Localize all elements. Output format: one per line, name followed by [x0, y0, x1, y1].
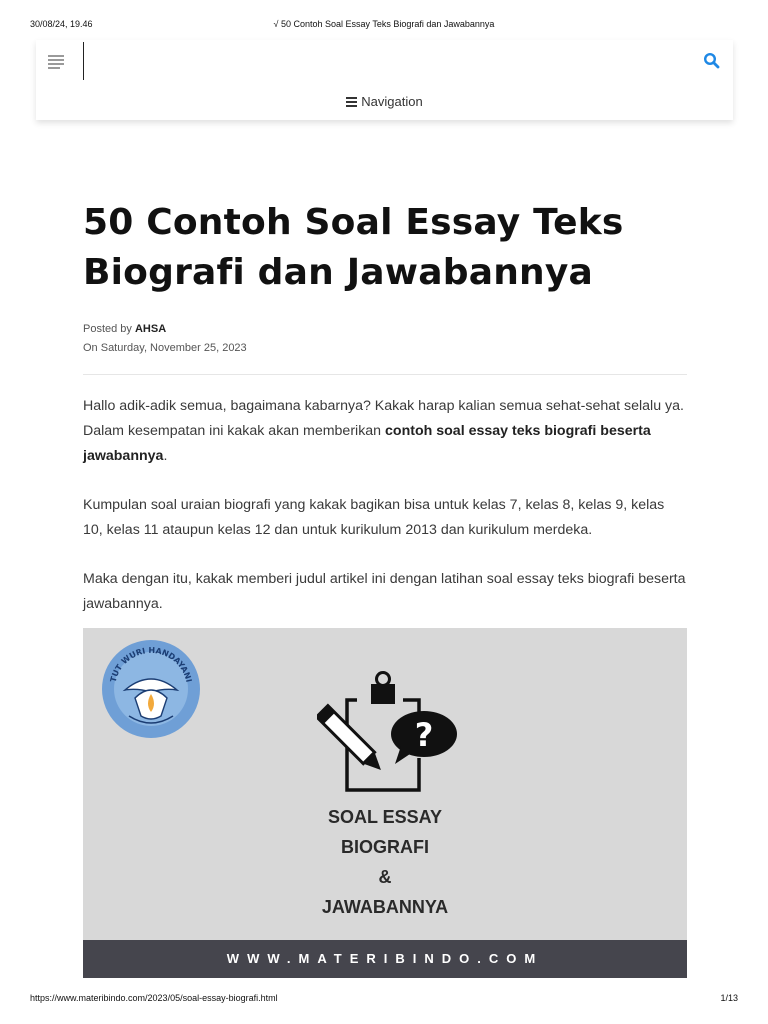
header-divider	[83, 42, 84, 80]
print-page-title: √ 50 Contoh Soal Essay Teks Biografi dan Jawabannya	[273, 19, 495, 29]
intro-bold-text: contoh soal essay teks biografi beserta jawabannya	[83, 423, 651, 464]
print-header	[30, 19, 738, 33]
tut-wuri-handayani-logo	[101, 638, 201, 740]
print-url: https://www.materibindo.com/2023/05/soal-essay-biografi.html	[30, 993, 278, 1003]
image-caption	[83, 802, 687, 922]
paragraph-judul: Maka dengan itu, kakak memberi judul artikel ini dengan latihan soal essay teks biografi beserta jawabannya.	[83, 571, 686, 612]
paragraph-intro	[83, 394, 687, 469]
author-link[interactable]: AHSA	[134, 323, 167, 335]
post-date: On Saturday, November 25, 2023	[83, 342, 247, 354]
image-line-1: SOAL ESSAY	[327, 807, 443, 827]
image-line-2: BIOGRAFI	[341, 837, 429, 857]
navigation-label: Navigation	[361, 94, 423, 109]
image-line-3: &	[378, 867, 392, 887]
image-line-4: JAWABANNYA	[321, 897, 449, 917]
svg-text:?: ?	[414, 716, 434, 754]
print-page-number: 1/13	[720, 993, 738, 1003]
article-title: 50 Contoh Soal Essay Teks Biografi dan Jawabannya	[83, 202, 624, 293]
intro-text: Hallo adik-adik semua, bagaimana kabarnya? Kakak harap kalian semua sehat-sehat selalu ya. Dalam kesempatan ini kakak akan memberikan	[83, 398, 684, 439]
menu-icon[interactable]	[48, 54, 66, 70]
intro-end: .	[163, 448, 168, 464]
search-icon[interactable]	[703, 52, 721, 70]
print-footer	[30, 993, 738, 1007]
logo-text: TUT WURI HANDAYANI	[108, 645, 194, 684]
featured-image	[83, 628, 687, 978]
site-url-banner: WWW.MATERIBINDO.COM	[83, 940, 687, 978]
posted-by-label: Posted by	[83, 323, 132, 335]
navigation-toggle[interactable]	[36, 94, 733, 110]
meta-divider	[83, 374, 687, 375]
hamburger-icon	[346, 95, 357, 110]
site-header	[36, 40, 733, 120]
clipboard-question-icon	[317, 670, 463, 796]
print-datetime: 30/08/24, 19.46	[30, 19, 93, 29]
paragraph-kelas: Kumpulan soal uraian biografi yang kakak bagikan bisa untuk kelas 7, kelas 8, kelas 9, kelas 10, kelas 11 ataupun kelas 12 dan untuk kurikulum 2013 dan kurikulum merdeka.	[83, 497, 665, 538]
article-meta	[83, 320, 247, 358]
